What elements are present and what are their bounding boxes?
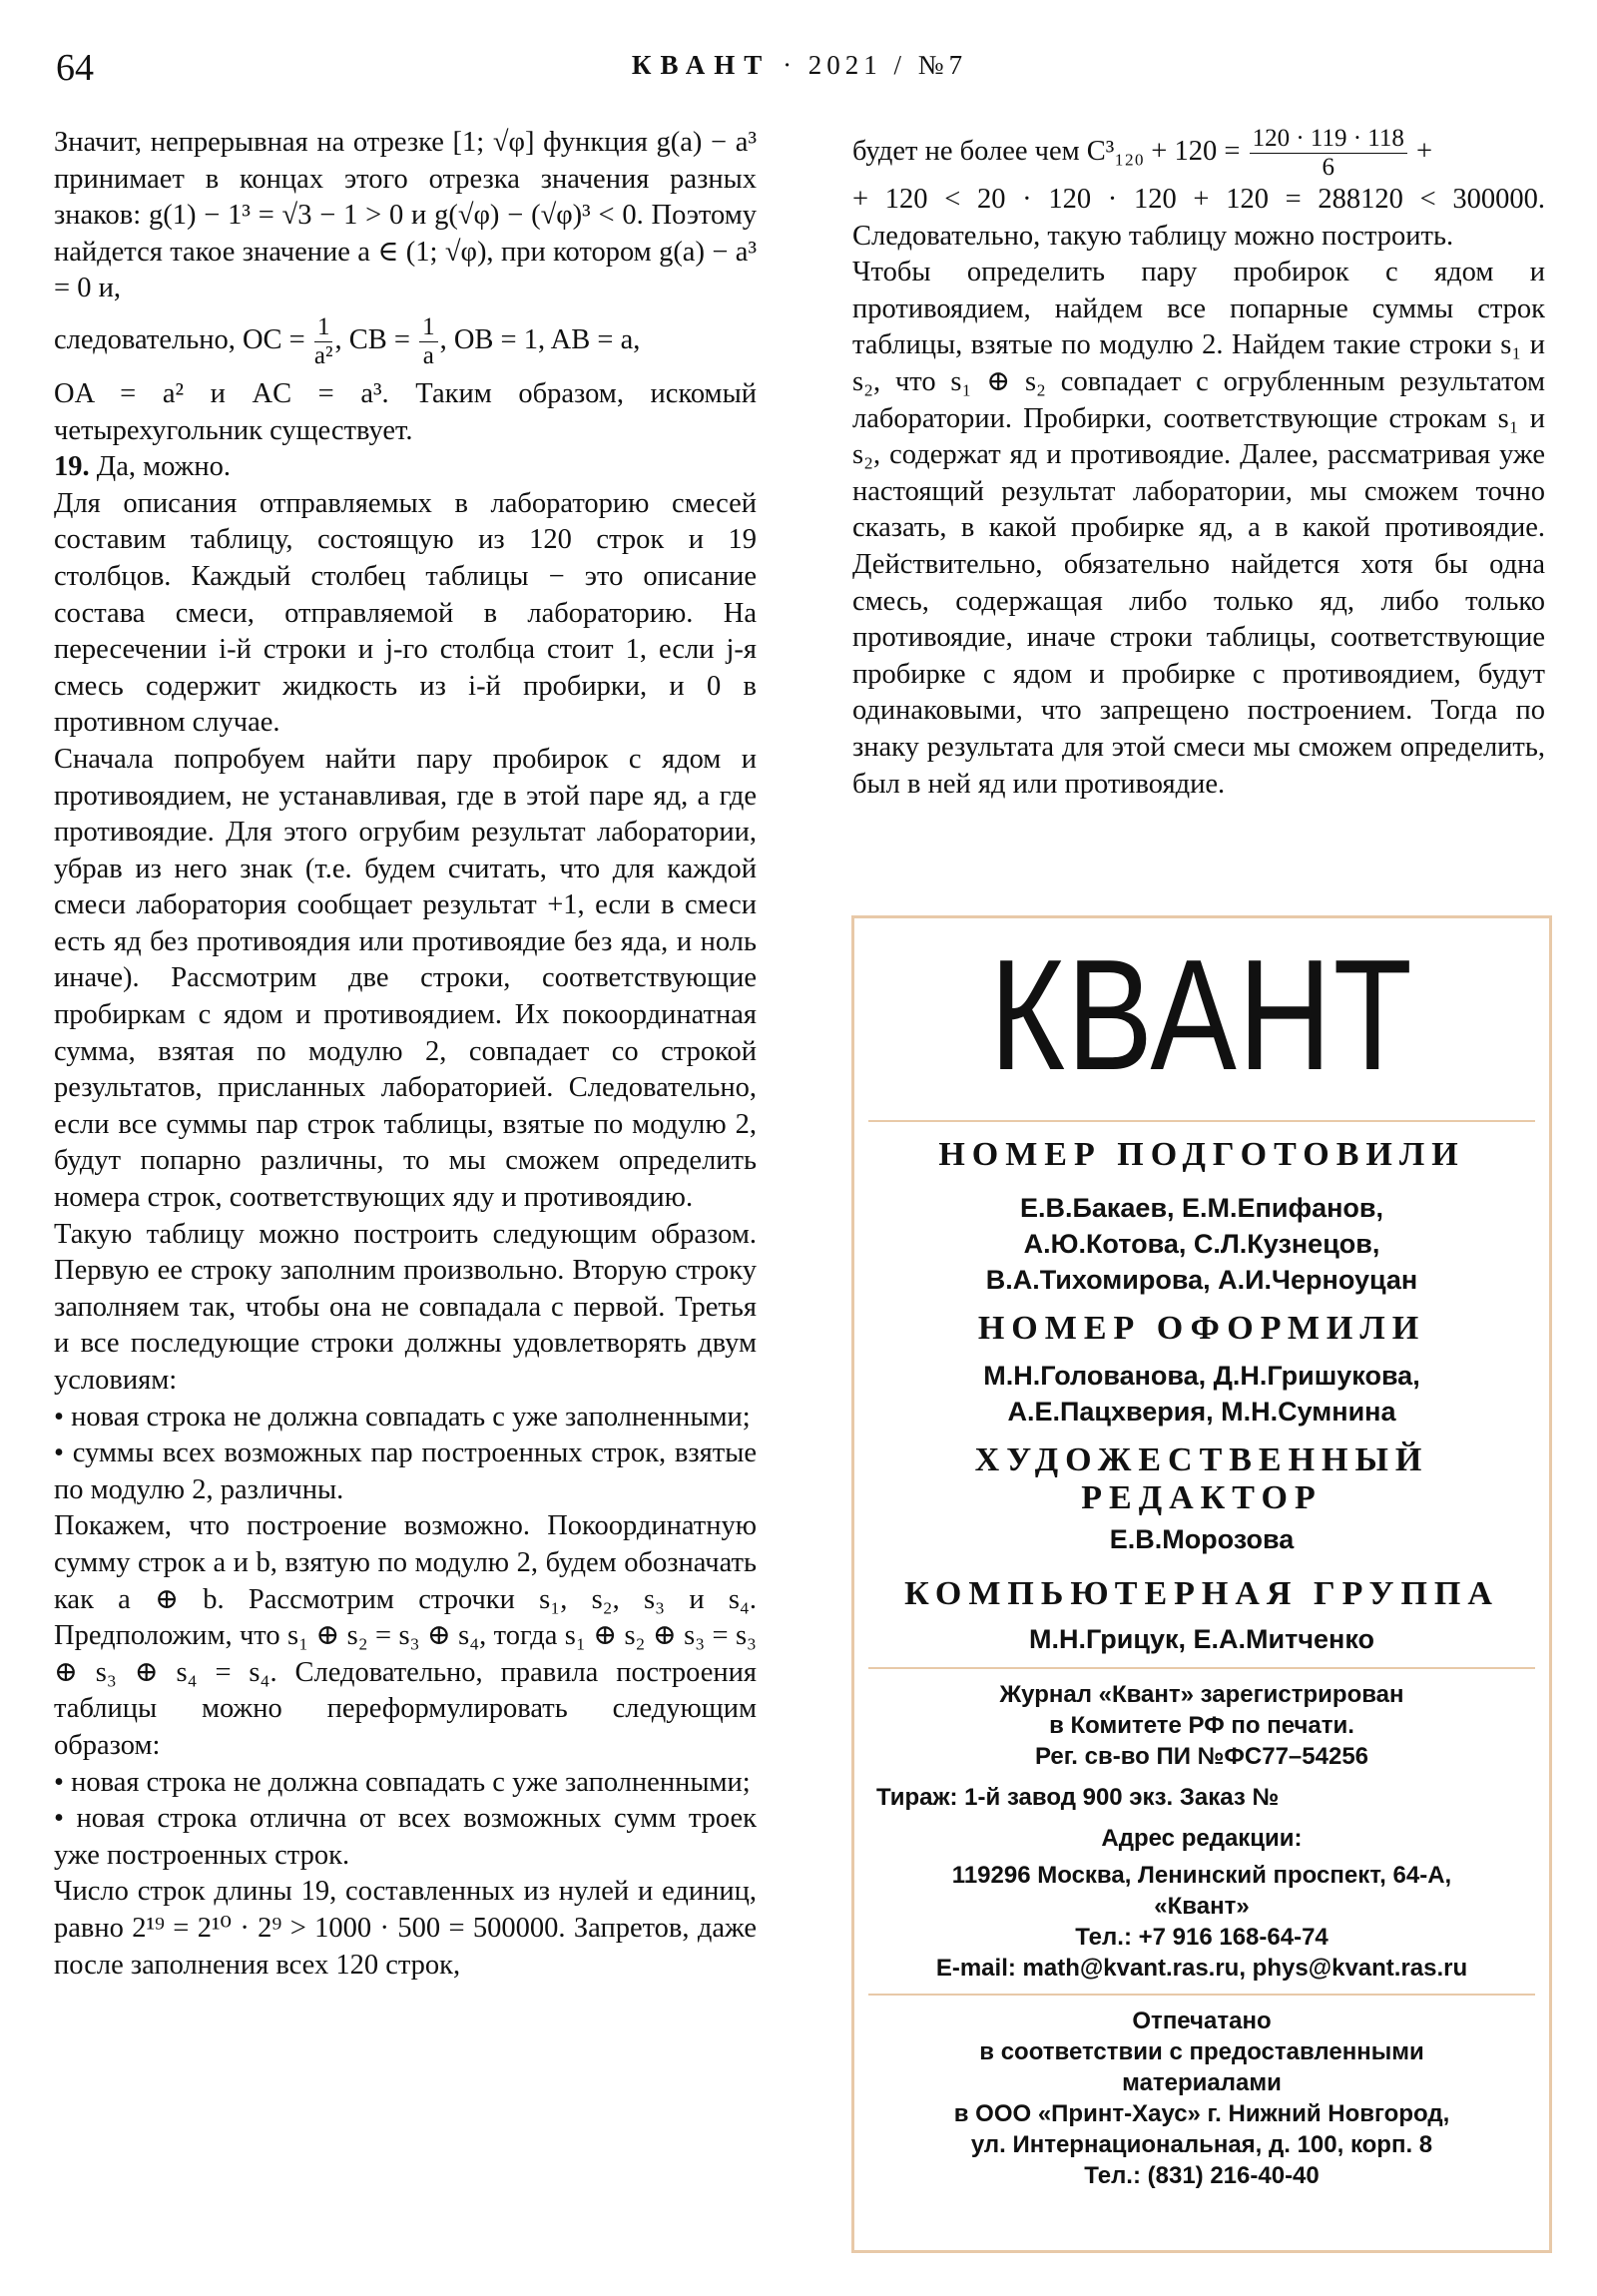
names-line: М.Н.Грицук, Е.А.Митченко xyxy=(1029,1624,1374,1654)
left-column xyxy=(54,125,757,1984)
paragraph: Чтобы определить пару пробирок с ядом и противоядием, найдем все попарные суммы строк таблицы, взятые по модулю 2. Найдем такие строки s₁ и s₂, что s₁ ⊕ s₂ совпадает с огрубленным результатом лаборатории. Пробирки, соответствующие строкам s₁ и s₂, содержат яд и противоядие. Далее, рассматривая уже настоящий результат лаборатории, мы сможем точно сказать, в какой пробирке яд, а в какой противоядие. Действительно, обязательно найдется хотя бы одна смесь, содержащая либо только яд, либо только противоядие, иначе строки таблицы, соответствующие пробирке с ядом и пробирке с противоядием, будут одинаковыми, что запрещено построением. Тогда по знаку результата для этой смеси мы сможем определить, был в ней яд или противоядие. xyxy=(852,257,1545,800)
paragraph: Сначала попробуем найти пару пробирок с ядом и противоядием, не устанавливая, где в этой паре яд, а где противоядие. Для этого огрубим результат лаборатории, убрав из него знак (т.е. будем считать, что для каждой смеси лаборатория сообщает результат +1, если в смеси есть яд без противоядия или противоядие без яда, и ноль иначе). Рассмотрим две строки, соответствующие пробиркам с ядом и противоядием. Их покоординатная сумма, взятая по модулю 2, совпадает со строкой результатов, присланных лабораторией. Следовательно, если все суммы пар строк таблицы, взятые по модулю 2, будут попарно различны, то мы сможем определить номера строк, соответствующих яду и противоядию. xyxy=(54,743,757,1214)
email: E-mail: math@kvant.ras.ru, phys@kvant.ras.ru xyxy=(935,1955,1468,1982)
names-line: Е.В.Морозова xyxy=(1109,1524,1295,1554)
names-line: А.Е.Пацхверия, М.Н.Сумнина xyxy=(1007,1397,1396,1427)
paragraph: Такую таблицу можно построить следующим образом. Первую ее строку заполним произвольно. Вторую строку заполняем так, чтобы она не совпадала с первой. Третья и все последующие строки должны удовлетворять двум условиям: xyxy=(54,1218,757,1396)
magazine-name: КВАНТ xyxy=(631,50,772,80)
fraction: $\frac{1}{\text{a²}}$ xyxy=(313,312,333,369)
prepared-section xyxy=(854,1136,1549,1298)
section-heading: ХУДОЖЕСТВЕННЫЙ xyxy=(974,1441,1429,1478)
art-editor-section xyxy=(854,1441,1549,1557)
paragraph: OA = a² и AC = a³. Таким образом, искомый четырехугольник существует. xyxy=(54,377,757,446)
phone: Тел.: +7 916 168-64-74 xyxy=(1075,1924,1329,1951)
fraction: $\frac{1}{a}$ xyxy=(419,313,438,370)
computer-group-section xyxy=(854,1575,1549,1657)
bullet-item: • новая строка не должна совпадать с уже заполненными; xyxy=(54,1400,757,1436)
printing-section: Отпечатано в соответствии с предоставленными материалами в ООО «Принт-Хаус» г. Нижний Новгород, ул. Интернациональная, д. 100, корп. 8 Тел.: (831) 216-40-40 xyxy=(953,2008,1450,2189)
bullet-item: • суммы всех возможных пар построенных строк, взятые по модулю 2, различны. xyxy=(54,1435,757,1508)
names-line: Е.В.Бакаев, Е.М.Епифанов, xyxy=(1019,1193,1384,1223)
names-line: А.Ю.Котова, С.Л.Кузнецов, xyxy=(1023,1229,1380,1259)
issue-label: · 2021 / №7 xyxy=(783,50,968,80)
paragraph: Значит, непрерывная на отрезке [1; √φ] функция g(a) − a³ принимает в концах этого отрезка значения разных знаков: g(1) − 1³ = √3 − 1 > 0 и g(√φ) − (√φ)³ < 0. Поэтому найдется такое значение a ∈ (1; √φ), при котором g(a) − a³ = 0 и, xyxy=(54,127,757,304)
circulation: Тираж: 1-й завод 900 экз. Заказ № xyxy=(876,1784,1280,1811)
problem-answer: 19. Да, можно. xyxy=(54,451,231,483)
bullet-item: • новая строка не должна совпадать с уже заполненными; xyxy=(54,1765,757,1802)
section-heading: НОМЕР ОФОРМИЛИ xyxy=(977,1310,1426,1347)
problem-number: 19. xyxy=(54,451,90,483)
divider xyxy=(868,1120,1535,1122)
paragraph: Покажем, что построение возможно. Покоординатную сумму строк a и b, взятую по модулю 2, будем обозначать как a ⊕ b. Рассмотрим строчки s₁, s₂, s₃ и s₄. Предположим, что s₁ ⊕ s₂ = s₃ ⊕ s₄, тогда s₁ ⊕ s₂ ⊕ s₃ = s₃ ⊕ s₃ ⊕ s₄ = s₄. Следовательно, правила построения таблицы можно переформулировать следующим образом: xyxy=(54,1510,757,1761)
paragraph: Число строк длины 19, составленных из нулей и единиц, равно 2¹⁹ = 2¹⁰ · 2⁹ > 1000 · 500 = 500000. Запретов, даже после заполнения всех 120 строк, xyxy=(54,1876,757,1981)
section-heading: РЕДАКТОР xyxy=(1081,1479,1323,1516)
paragraph: + 120 < 20 · 120 · 120 + 120 = 288120 < 300000. Следовательно, такую таблицу можно построить. xyxy=(852,184,1545,252)
designed-section xyxy=(854,1310,1549,1430)
credits-box xyxy=(851,915,1552,2253)
section-heading: НОМЕР ПОДГОТОВИЛИ xyxy=(938,1136,1465,1173)
registration-section: Журнал «Квант» зарегистрирован в Комитете РФ по печати. Рег. св-во ПИ №ФС77–54256 Тираж: 1-й завод 900 экз. Заказ № Адрес редакции: 119296 Москва, Ленинский проспект, 64-А, «Квант» Тел.: +7 916 168-64-74 E-mail: math@kvant.ras.ru, phys@kvant.ras.ru xyxy=(854,1679,1549,1984)
right-column xyxy=(852,125,1545,803)
names-line: В.А.Тихомирова, А.И.Черноуцан xyxy=(985,1265,1418,1295)
page-header xyxy=(56,46,1543,89)
paragraph: Для описания отправляемых в лабораторию смесей составим таблицу, состоящую из 120 строк и 19 столбцов. Каждый столбец таблицы − это описание состава смеси, отправляемой в лабораторию. На пересечении i-й строки и j-го столбца стоит 1, если j-я смесь содержит жидкость из i-й пробирки, и 0 в противном случае. xyxy=(54,487,757,739)
bullet-item: • новая строка отлична от всех возможных сумм троек уже построенных строк. xyxy=(54,1801,757,1874)
divider xyxy=(868,1667,1535,1669)
paragraph-fractions: следовательно, OC = $\frac{1}{\text{a²}}$ , CB = $\frac{1}{a}$ , OB = 1, AB = a, xyxy=(54,312,641,369)
paragraph-binomial: будет не более чем C³₁₂₀ + 120 = $\frac{120 \cdot 119 \cdot 118}{6}$ + xyxy=(852,125,1433,181)
fraction: $\frac{120 \cdot 119 \cdot 118}{6}$ xyxy=(1250,125,1407,182)
running-title xyxy=(56,50,1543,81)
names-line: М.Н.Голованова, Д.Н.Гришукова, xyxy=(983,1361,1420,1391)
divider xyxy=(868,1994,1535,1996)
page-number: 64 xyxy=(56,47,94,89)
section-heading: КОМПЬЮТЕРНАЯ ГРУППА xyxy=(904,1575,1499,1612)
kvant-logo: КВАНТ xyxy=(989,927,1414,1103)
